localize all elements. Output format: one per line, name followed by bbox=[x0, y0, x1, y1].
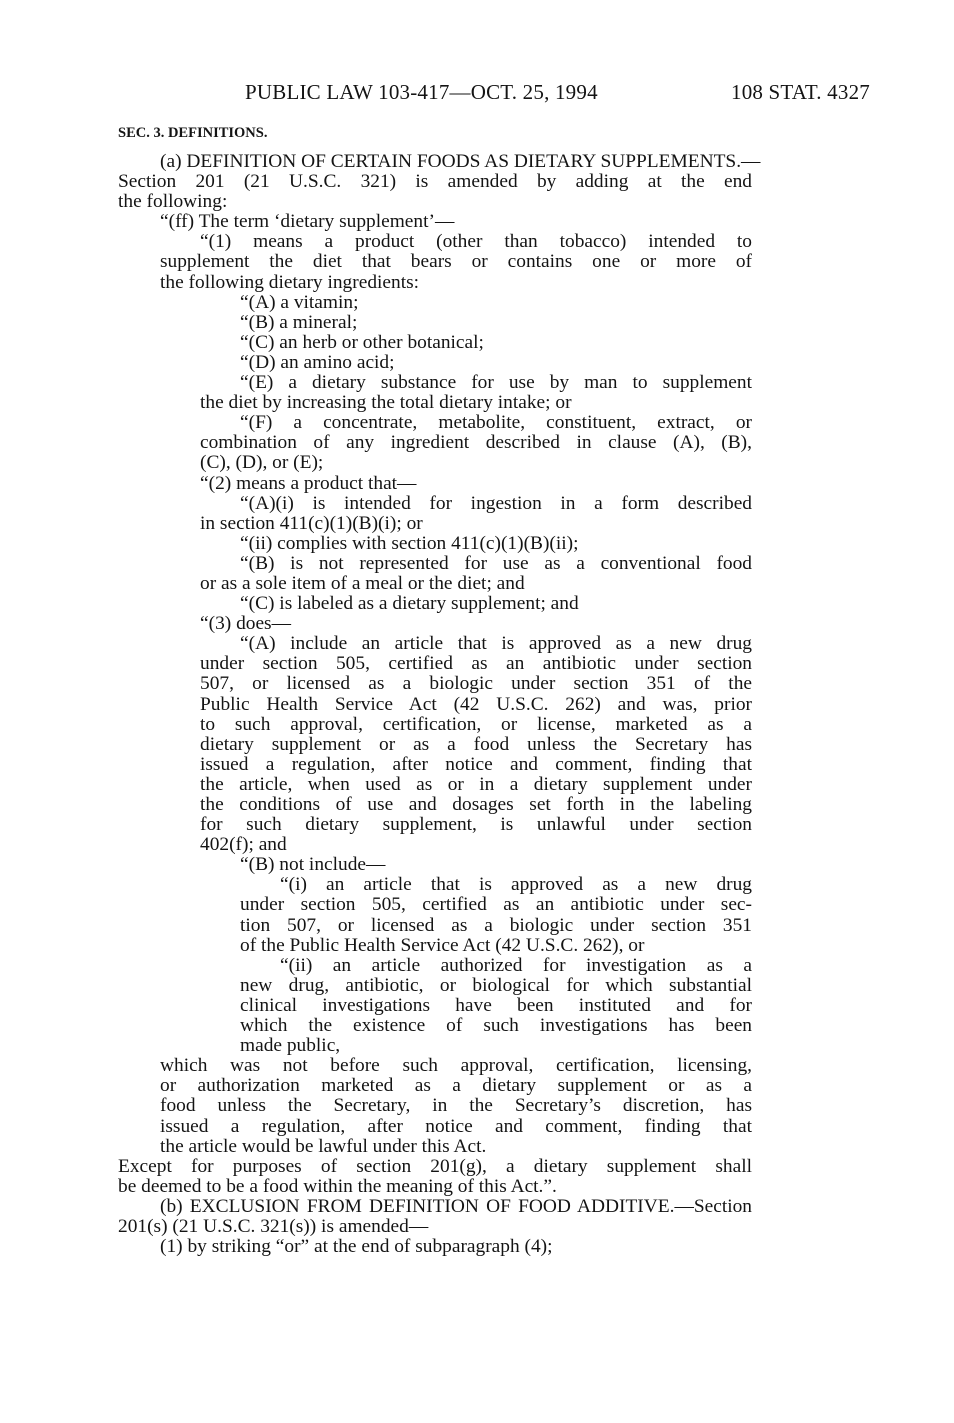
text-line: for such dietary supplement, is unlawful under section bbox=[200, 814, 752, 836]
section-heading: SEC. 3. DEFINITIONS. bbox=[118, 125, 268, 141]
text-line: “(F) a concentrate, metabolite, constituent, extract, or bbox=[240, 412, 752, 434]
text-line: “(1) means a product (other than tobacco) intended to bbox=[200, 231, 752, 253]
text-line: “(i) an article that is approved as a new drug bbox=[280, 874, 752, 896]
text-line: “(A) a vitamin; bbox=[240, 291, 359, 313]
text-line: tion 507, or licensed as a biologic under section 351 bbox=[240, 914, 752, 936]
text-line: “(B) is not represented for use as a conventional food bbox=[240, 552, 752, 574]
text-line: the following: bbox=[118, 191, 228, 213]
text-line: 507, or licensed as a biologic under section 351 of the bbox=[200, 673, 752, 695]
text-line: “(ff) The term ‘dietary supplement’— bbox=[160, 211, 455, 233]
text-line: “(D) an amino acid; bbox=[240, 351, 395, 373]
text-line: dietary supplement or as a food unless the Secretary has bbox=[200, 733, 752, 755]
text-line: to such approval, certification, or license, marketed as a bbox=[200, 713, 752, 735]
text-line: which the existence of such investigations has been bbox=[240, 1015, 752, 1037]
text-line: “(B) a mineral; bbox=[240, 311, 358, 333]
text-line: in section 411(c)(1)(B)(i); or bbox=[200, 512, 423, 534]
text-line: new drug, antibiotic, or biological for which substantial bbox=[240, 974, 752, 996]
text-line: “(2) means a product that— bbox=[200, 472, 417, 494]
text-line: supplement the diet that bears or contains one or more of bbox=[160, 251, 752, 273]
text-line: food unless the Secretary, in the Secretary’s discretion, has bbox=[160, 1095, 752, 1117]
text-line: or as a sole item of a meal or the diet; and bbox=[200, 572, 525, 594]
text-line: issued a regulation, after notice and comment, finding that bbox=[200, 753, 752, 775]
text-line: “(C) an herb or other botanical; bbox=[240, 331, 484, 353]
text-line: Section 201 (21 U.S.C. 321) is amended by adding at the end bbox=[118, 171, 752, 193]
document-body bbox=[0, 152, 954, 1257]
text-line: under section 505, certified as an antibiotic under section bbox=[200, 653, 752, 675]
text-line: “(ii) complies with section 411(c)(1)(B)(ii); bbox=[240, 532, 579, 554]
text-line: 201(s) (21 U.S.C. 321(s)) is amended— bbox=[118, 1215, 429, 1237]
text-line: (a) DEFINITION OF CERTAIN FOODS AS DIETARY SUPPLEMENTS.— bbox=[160, 151, 761, 172]
text-line: “(3) does— bbox=[200, 613, 291, 635]
text-line: (1) by striking “or” at the end of subparagraph (4); bbox=[160, 1236, 553, 1258]
text-line: 402(f); and bbox=[200, 834, 287, 856]
text-line: the diet by increasing the total dietary intake; or bbox=[200, 392, 572, 414]
text-line: “(B) not include— bbox=[240, 854, 386, 876]
text-line: (C), (D), or (E); bbox=[200, 452, 324, 474]
text-line: which was not before such approval, certification, licensing, bbox=[160, 1055, 752, 1077]
text-line: of the Public Health Service Act (42 U.S.C. 262), or bbox=[240, 934, 645, 956]
text-line: under section 505, certified as an antibiotic under sec- bbox=[240, 894, 752, 916]
text-line: “(A) include an article that is approved as a new drug bbox=[240, 633, 752, 655]
text-line: “(C) is labeled as a dietary supplement; and bbox=[240, 593, 579, 615]
text-line: the conditions of use and dosages set forth in the labeling bbox=[200, 794, 752, 815]
text-line: “(A)(i) is intended for ingestion in a form described bbox=[240, 492, 752, 514]
text-line: issued a regulation, after notice and comment, finding that bbox=[160, 1115, 752, 1137]
text-line: the following dietary ingredients: bbox=[160, 271, 420, 293]
text-line: or authorization marketed as a dietary supplement or as a bbox=[160, 1075, 752, 1097]
text-line: Except for purposes of section 201(g), a dietary supplement shall bbox=[118, 1155, 752, 1177]
running-header-law: PUBLIC LAW 103-417—OCT. 25, 1994 bbox=[245, 80, 598, 104]
text-line: Public Health Service Act (42 U.S.C. 262) and was, prior bbox=[200, 693, 752, 715]
text-line: clinical investigations have been instituted and for bbox=[240, 994, 752, 1016]
text-line: combination of any ingredient described in clause (A), (B), bbox=[200, 432, 752, 454]
text-line: “(ii) an article authorized for investigation as a bbox=[280, 954, 752, 976]
text-line: (b) EXCLUSION FROM DEFINITION OF FOOD ADDITIVE.—Section bbox=[160, 1195, 752, 1217]
text-line: the article, when used as or in a dietary supplement under bbox=[200, 773, 752, 795]
text-line: be deemed to be a food within the meaning of this Act.”. bbox=[118, 1175, 557, 1197]
text-line: made public, bbox=[240, 1035, 341, 1057]
text-line: “(E) a dietary substance for use by man to supplement bbox=[240, 372, 752, 394]
text-line: the article would be lawful under this Act. bbox=[160, 1135, 487, 1157]
running-header-stat: 108 STAT. 4327 bbox=[731, 80, 870, 104]
